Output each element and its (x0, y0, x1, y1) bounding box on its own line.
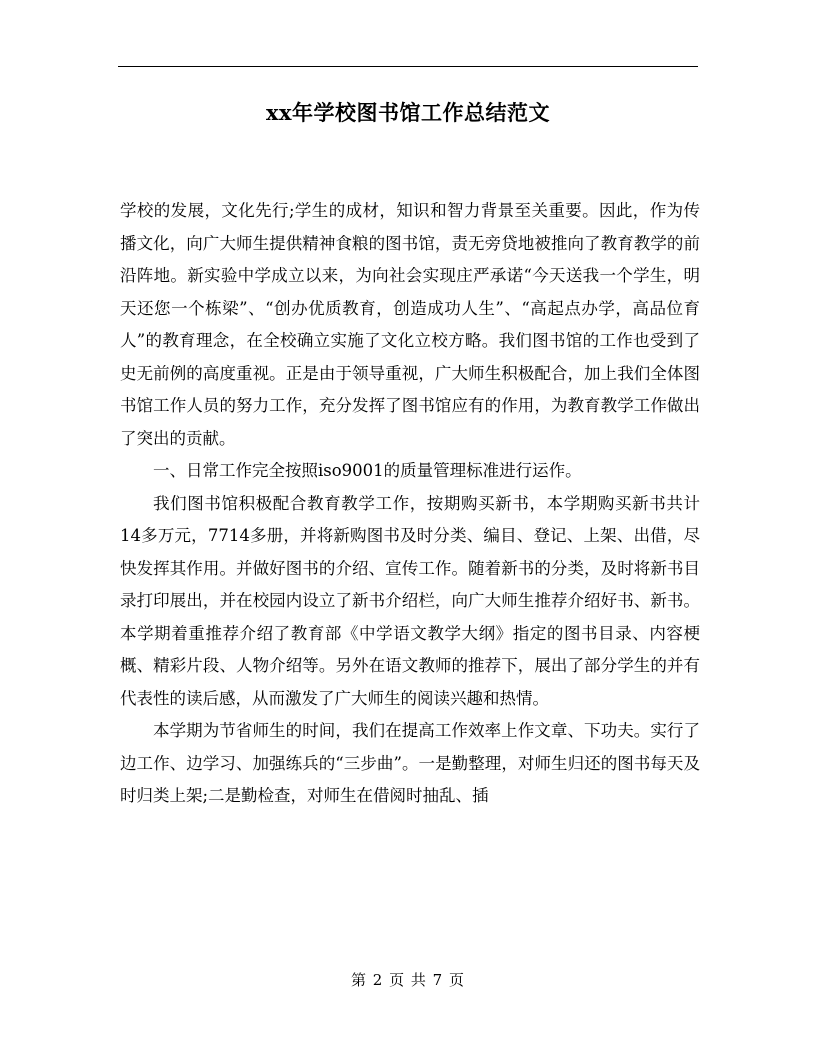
page-number: 第 2 页 共 7 页 (351, 971, 465, 989)
paragraph-new-books: 我们图书馆积极配合教育教学工作，按期购买新书，本学期购买新书共计14多万元，7714多册，并将新购图书及时分类、编目、登记、上架、出借，尽快发挥其作用。并做好图书的介绍、宣传工作。随着新书的分类，及时将新书目录打印展出，并在校园内设立了新书介绍栏，向广大师生推荐介绍好书、新书。本学期着重推荐介绍了教育部《中学语文教学大纲》指定的图书目录、内容梗概、精彩片段、人物介绍等。另外在语文教师的推荐下，展出了部分学生的并有代表性的读后感，从而激发了广大师生的阅读兴趣和热情。 (120, 493, 700, 708)
paragraph-section-heading: 一、日常工作完全按照iso9001的质量管理标准进行运作。 (153, 461, 582, 480)
document-title: xx年学校图书馆工作总结范文 (265, 100, 551, 125)
paragraph-intro: 学校的发展，文化先行;学生的成材，知识和智力背景至关重要。因此，作为传播文化，向广大师生提供精神食粮的图书馆，责无旁贷地被推向了教育教学的前沿阵地。新实验中学成立以来，为向社会实现庄严承诺“今天送我一个学生，明天还您一个栋梁”、“创办优质教育，创造成功人生”、“高起点办学，高品位育人”的教育理念，在全校确立实施了文化立校方略。我们图书馆的工作也受到了史无前例的高度重视。正是由于领导重视，广大师生积极配合，加上我们全体图书馆工作人员的努力工作，充分发挥了图书馆应有的作用，为教育教学工作做出了突出的贡献。 (120, 201, 700, 448)
header-rule (118, 66, 698, 67)
document-body (120, 195, 700, 813)
paragraph-efficiency: 本学期为节省师生的时间，我们在提高工作效率上作文章、下功夫。实行了边工作、边学习、加强练兵的“三步曲”。一是勤整理，对师生归还的图书每天及时归类上架;二是勤检查，对师生在借阅时抽乱、插 (120, 721, 700, 805)
